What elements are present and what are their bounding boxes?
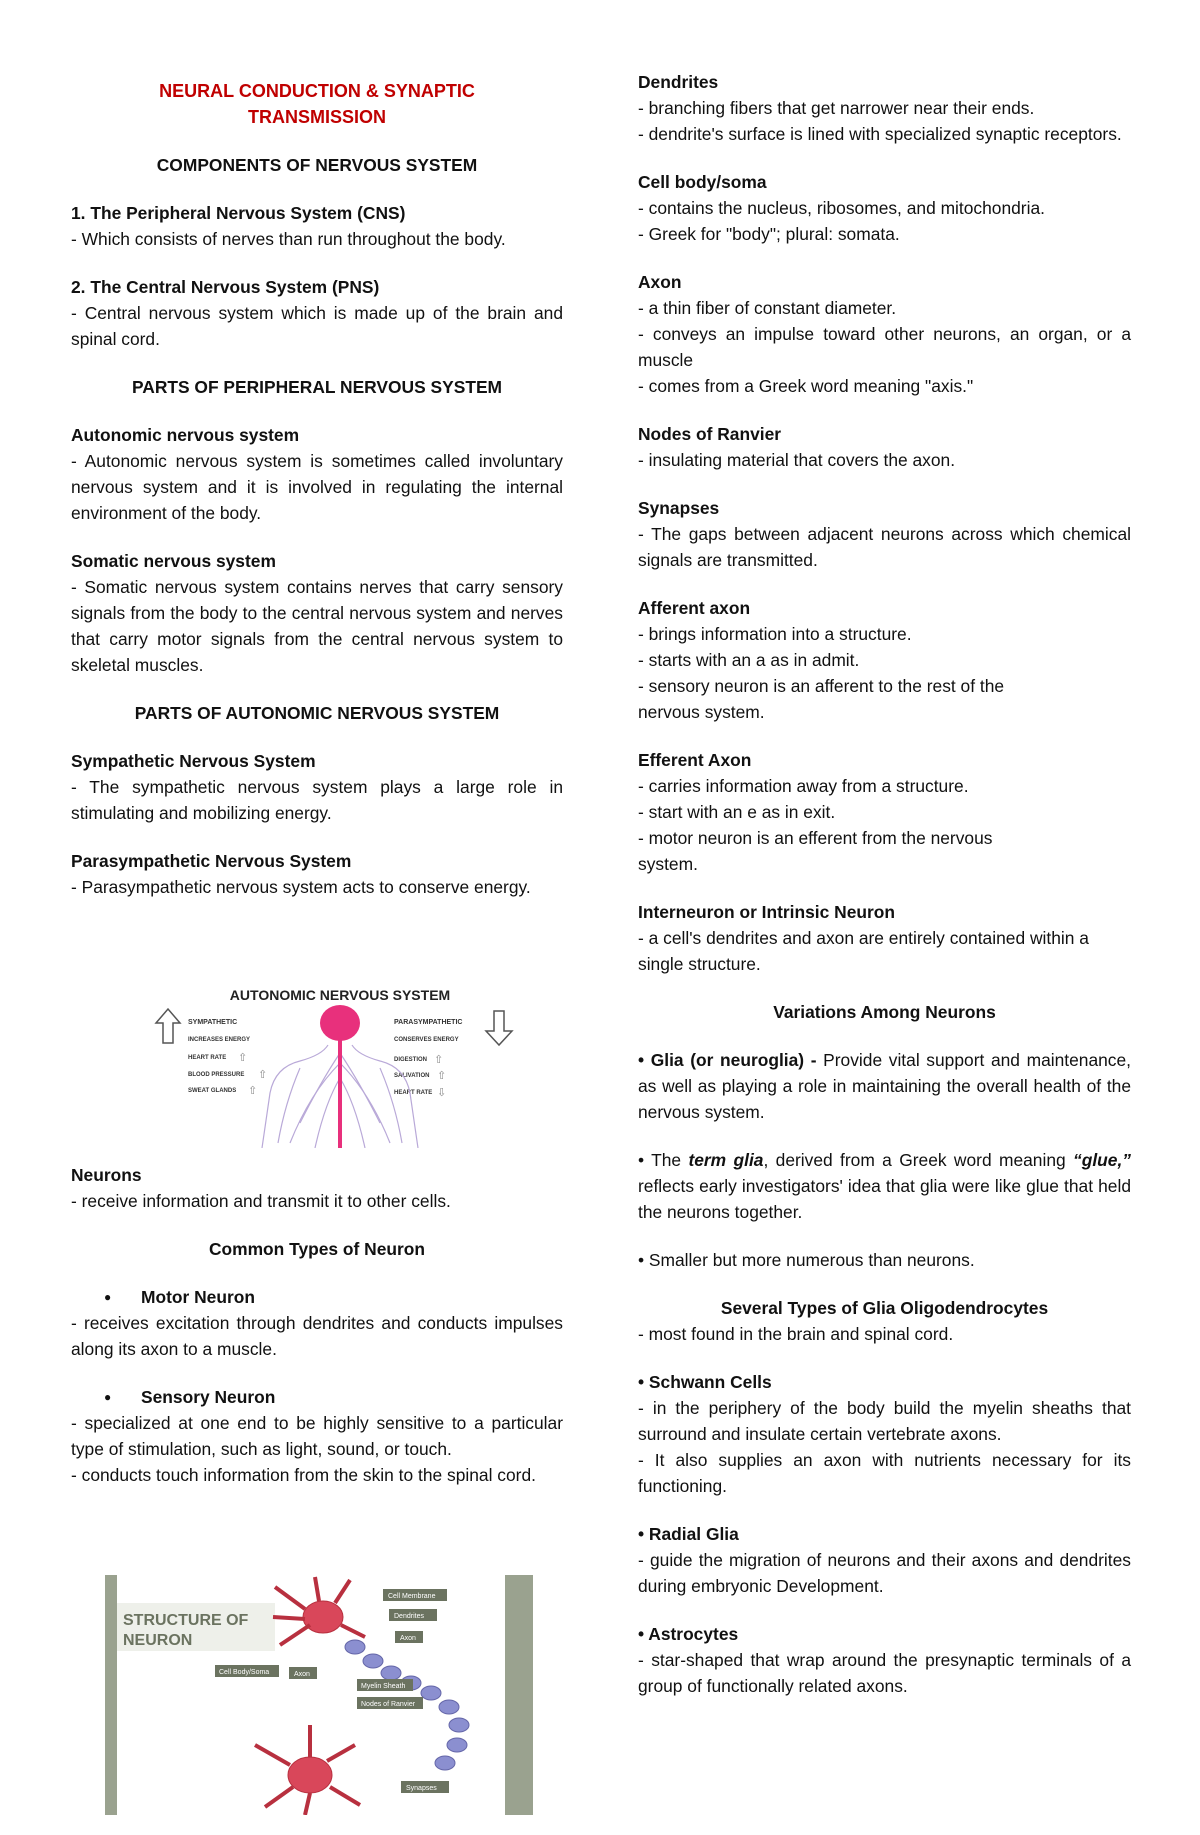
right-column [638,69,1131,1699]
sympathetic-text: - The sympathetic nervous system plays a large role in stimulating and mobilizing energy. [71,777,563,823]
sym-item: BLOOD PRESSURE [188,1072,245,1078]
structure-of-neuron-figure [105,1575,533,1815]
axon-text2: - conveys an impulse toward other neurons, an organ, or a muscle [638,324,1131,370]
sym-item: SWEAT GLANDS [188,1088,237,1094]
parts-ans-heading: PARTS OF AUTONOMIC NERVOUS SYSTEM [134,703,500,723]
dendrites-heading: Dendrites [638,72,719,92]
astrocytes-text: - star-shaped that wrap around the presynaptic terminals of a group of functionally related axons. [638,1650,1131,1696]
svg-text:Cell Body/Soma: Cell Body/Soma [219,1669,270,1676]
interneuron-text: - a cell's dendrites and axon are entirely contained within a single structure. [638,928,1089,974]
synapses-text: - The gaps between adjacent neurons across which chemical signals are transmitted. [638,524,1131,570]
axon-text1: - a thin fiber of constant diameter. [638,298,897,318]
synapses-heading: Synapses [638,498,720,518]
autonomic-nervous-system-figure [150,983,530,1148]
dendrites-text1: - branching fibers that get narrower near their ends. [638,98,1035,118]
cns-text: - Central nervous system which is made up of the brain and spinal cord. [71,303,563,349]
neuron-figure-title-line2: NEURON [123,1632,193,1649]
dendrites-text2: - dendrite's surface is lined with specialized synaptic receptors. [638,124,1122,144]
parasympathetic-heading: Parasympathetic Nervous System [71,851,352,871]
axon-text3: - comes from a Greek word meaning "axis." [638,376,974,396]
somatic-heading: Somatic nervous system [71,551,276,571]
svg-text:Axon: Axon [294,1671,310,1678]
up-small-icon: ⇧ [437,1070,447,1082]
several-types-heading: Several Types of Glia Oligodendrocytes [720,1298,1049,1318]
brain [320,1005,360,1041]
sensory-neuron-heading: ● Sensory Neuron [71,1384,563,1410]
radial-heading: • Radial Glia [638,1524,739,1544]
term-glia-paragraph: • The term glia, derived from a Greek word meaning “glue,” reflects early investigators' idea that glia were like glue that held the neurons together. [638,1150,1132,1222]
neurons-text: - receive information and transmit it to other cells. [71,1191,451,1211]
tag-dendrites [389,1609,437,1621]
pns-text: - Which consists of nerves than run throughout the body. [71,229,506,249]
svg-text:Nodes of Ranvier: Nodes of Ranvier [361,1701,416,1708]
nodes-heading: Nodes of Ranvier [638,424,782,444]
svg-text:Cell Membrane: Cell Membrane [388,1593,436,1600]
pns-heading: 1. The Peripheral Nervous System (CNS) [71,203,406,223]
sym-item: HEART RATE [188,1055,227,1061]
afferent-heading: Afferent axon [638,598,751,618]
svg-text:Dendrites: Dendrites [394,1613,424,1620]
interneuron-heading: Interneuron or Intrinsic Neuron [638,902,896,922]
afferent-text2: - starts with an a as in admit. [638,650,860,670]
tag-synapses [401,1781,449,1793]
svg-text:Synapses: Synapses [406,1785,437,1792]
tag-cell-body [215,1665,279,1677]
document-title-line2: TRANSMISSION [247,107,386,127]
parts-pns-heading: PARTS OF PERIPHERAL NERVOUS SYSTEM [131,377,503,397]
schwann-text2: - It also supplies an axon with nutrients necessary for its functioning. [638,1450,1131,1496]
several-types-text: - most found in the brain and spinal cord. [638,1324,954,1344]
svg-text:Axon: Axon [400,1635,416,1642]
axon-heading: Axon [638,272,682,292]
tag-cell-membrane [383,1589,447,1601]
cns-heading: 2. The Central Nervous System (PNS) [71,277,380,297]
ans-figure-title: AUTONOMIC NERVOUS SYSTEM [229,987,451,1003]
efferent-text2: - start with an e as in exit. [638,802,836,822]
somatic-text: - Somatic nervous system contains nerves that carry sensory signals from the body to the central nervous system and nerves that carry motor signals from the central nervous system to skeletal muscles. [71,577,563,675]
motor-neuron-heading: ● Motor Neuron [71,1284,563,1310]
afferent-text3: - sensory neuron is an afferent to the rest of the nervous system. [638,676,1005,722]
autonomic-heading: Autonomic nervous system [71,425,300,445]
sensory-neuron-text2: - conducts touch information from the skin to the spinal cord. [71,1465,536,1485]
document-title-line1: NEURAL CONDUCTION & SYNAPTIC [159,81,475,101]
efferent-heading: Efferent Axon [638,750,752,770]
sensory-neuron-text1: - specialized at one end to be highly sensitive to a particular type of stimulation, such as light, sound, or touch. [71,1413,563,1459]
up-small-icon: ⇧ [434,1054,444,1066]
radial-text: - guide the migration of neurons and their axons and dendrites during embryonic Development. [638,1550,1131,1596]
sympathetic-heading: Sympathetic Nervous System [71,751,316,771]
para-item: CONSERVES ENERGY [394,1037,459,1043]
neuron-figure-title-line1: STRUCTURE OF [123,1612,249,1629]
sympathetic-label: SYMPATHETIC [188,1019,238,1026]
parasympathetic-label: PARASYMPATHETIC [394,1019,463,1026]
tag-axon-upper [395,1631,423,1643]
smaller-text: • Smaller but more numerous than neurons. [638,1250,975,1270]
up-arrow-icon [156,1009,180,1043]
astrocytes-heading: • Astrocytes [638,1624,739,1644]
sym-item: INCREASES ENERGY [188,1037,251,1043]
neurons-heading: Neurons [71,1165,142,1185]
variations-heading: Variations Among Neurons [773,1002,996,1022]
common-types-heading: Common Types of Neuron [208,1239,426,1259]
para-item: SALIVATION [394,1073,430,1079]
left-column-lower [71,1162,563,1488]
schwann-text1: - in the periphery of the body build the myelin sheaths that surround and insulate certain vertebrate axons. [638,1398,1131,1444]
down-small-icon: ⇩ [437,1087,447,1099]
para-item: DIGESTION [394,1057,428,1063]
motor-neuron-text: - receives excitation through dendrites and conducts impulses along its axon to a muscle. [71,1313,563,1359]
efferent-text3: - motor neuron is an efferent from the nervous system. [638,828,993,874]
up-small-icon: ⇧ [258,1069,268,1081]
tag-myelin [357,1679,413,1691]
nodes-text: - insulating material that covers the axon. [638,450,956,470]
cellbody-text1: - contains the nucleus, ribosomes, and mitochondria. [638,198,1045,218]
svg-text:Myelin Sheath: Myelin Sheath [361,1683,406,1690]
afferent-text1: - brings information into a structure. [638,624,912,644]
components-heading: COMPONENTS OF NERVOUS SYSTEM [156,155,478,175]
up-small-icon: ⇧ [238,1052,248,1064]
left-column [71,78,563,900]
up-small-icon: ⇧ [248,1085,258,1097]
tag-axon [289,1667,317,1679]
cellbody-heading: Cell body/soma [638,172,767,192]
down-arrow-icon [486,1011,512,1045]
glia-paragraph: • Glia (or neuroglia) - Provide vital support and maintenance, as well as playing a role in maintaining the overall health of the nervous system. [638,1050,1132,1122]
para-item: HEART RATE [394,1090,433,1096]
tag-nodes [357,1697,423,1709]
efferent-text1: - carries information away from a structure. [638,776,969,796]
autonomic-text: - Autonomic nervous system is sometimes called involuntary nervous system and it is involved in regulating the internal environment of the body. [71,451,563,523]
cellbody-text2: - Greek for "body"; plural: somata. [638,224,900,244]
schwann-heading: • Schwann Cells [638,1372,772,1392]
parasympathetic-text: - Parasympathetic nervous system acts to conserve energy. [71,877,531,897]
